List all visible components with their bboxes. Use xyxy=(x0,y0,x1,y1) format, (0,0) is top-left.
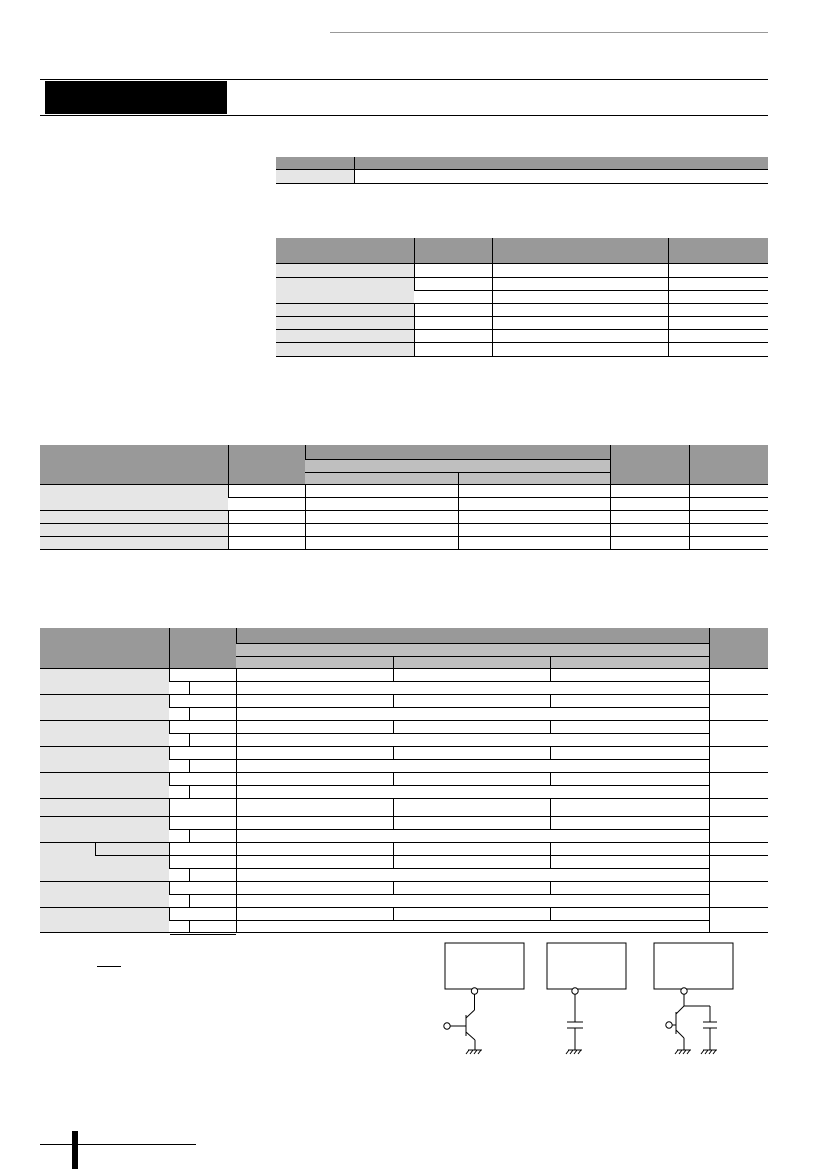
table-cell xyxy=(393,843,550,856)
table-cell xyxy=(458,498,610,511)
table-cell xyxy=(169,695,236,708)
table-cell xyxy=(550,747,709,760)
table-cell xyxy=(189,786,236,799)
table-cell xyxy=(236,869,709,882)
table-cell xyxy=(169,734,189,747)
table-cell xyxy=(668,291,768,304)
table-cell xyxy=(610,524,689,537)
table-cell xyxy=(236,734,709,747)
table-cell xyxy=(305,511,458,524)
table-cell xyxy=(40,537,228,550)
table-cell xyxy=(550,773,709,786)
table-cell xyxy=(550,669,709,682)
table-cell xyxy=(228,485,305,498)
table-cell xyxy=(709,773,768,799)
table-row xyxy=(40,511,768,524)
table-cell xyxy=(169,843,236,856)
note-rule xyxy=(170,934,236,935)
table-cell xyxy=(393,882,550,895)
table-cell xyxy=(189,895,236,908)
table-cell xyxy=(709,747,768,773)
table-cell xyxy=(305,460,610,473)
table-cell xyxy=(276,170,354,184)
table-cell xyxy=(236,921,709,933)
table-cell xyxy=(354,170,768,184)
table-cell xyxy=(492,238,668,264)
table-cell xyxy=(668,264,768,278)
table-cell xyxy=(393,695,550,708)
table-cell xyxy=(709,695,768,721)
table-cell xyxy=(709,843,768,856)
table-cell xyxy=(228,445,305,485)
table-cell xyxy=(169,869,189,882)
table-cell xyxy=(393,669,550,682)
table-cell xyxy=(95,856,169,882)
table-cell xyxy=(276,343,414,357)
section-title xyxy=(45,90,53,104)
table-cell xyxy=(40,843,95,882)
table-cell xyxy=(228,537,305,550)
table-cell xyxy=(458,473,610,485)
table-cell xyxy=(189,921,236,933)
table-cell xyxy=(169,760,189,773)
table-cell xyxy=(414,291,492,304)
table-cell xyxy=(40,511,228,524)
table-cell xyxy=(40,799,169,817)
table-row xyxy=(40,669,768,682)
table-cell xyxy=(236,644,709,657)
table-cell xyxy=(668,317,768,330)
table-cell xyxy=(610,537,689,550)
table-cell xyxy=(414,317,492,330)
table-cell xyxy=(236,628,709,644)
table-row xyxy=(40,537,768,550)
table-cell xyxy=(689,498,768,511)
table-cell xyxy=(709,628,768,669)
table-cell xyxy=(393,908,550,921)
table-cell xyxy=(236,760,709,773)
table-cell xyxy=(236,773,393,786)
table-cell xyxy=(169,908,236,921)
table-cell xyxy=(40,695,169,721)
table-cell xyxy=(236,908,393,921)
spec-table-1 xyxy=(276,157,768,184)
table-cell xyxy=(305,445,610,460)
note-overline xyxy=(97,966,121,967)
table-row xyxy=(40,485,768,498)
table-row xyxy=(40,817,768,830)
table-cell xyxy=(169,682,189,695)
table-cell xyxy=(276,264,414,278)
table-cell xyxy=(189,734,236,747)
table-cell xyxy=(169,773,236,786)
table-cell xyxy=(169,708,189,721)
table-cell xyxy=(550,799,709,817)
table-row xyxy=(40,524,768,537)
table-cell xyxy=(228,524,305,537)
table-cell xyxy=(169,747,236,760)
table-cell xyxy=(236,747,393,760)
output-circuit-diagrams xyxy=(430,938,760,1063)
page-marker-bar xyxy=(72,1131,78,1169)
table-row xyxy=(276,238,768,264)
table-cell xyxy=(709,721,768,747)
circuit-3-transistor-capacitor xyxy=(654,943,733,1054)
table-cell xyxy=(458,511,610,524)
table-cell xyxy=(276,330,414,343)
table-cell xyxy=(40,445,228,485)
table-cell xyxy=(492,291,668,304)
table-cell xyxy=(305,537,458,550)
table-row xyxy=(276,330,768,343)
table-cell xyxy=(236,695,393,708)
table-cell xyxy=(276,317,414,330)
table-cell xyxy=(393,747,550,760)
table-cell xyxy=(236,843,393,856)
table-cell xyxy=(169,786,189,799)
table-cell xyxy=(40,628,169,669)
table-cell xyxy=(689,445,768,485)
table-cell xyxy=(354,157,768,170)
table-cell xyxy=(40,524,228,537)
circuit-2-capacitor xyxy=(547,943,626,1054)
table-cell xyxy=(236,682,709,695)
table-cell xyxy=(189,760,236,773)
table-cell xyxy=(276,157,354,170)
table-cell xyxy=(169,882,236,895)
table-cell xyxy=(550,695,709,708)
table-cell xyxy=(236,882,393,895)
spec-table-3 xyxy=(40,445,768,550)
table-cell xyxy=(458,524,610,537)
table-cell xyxy=(393,721,550,734)
table-cell xyxy=(689,511,768,524)
table-cell xyxy=(189,830,236,843)
table-cell xyxy=(236,830,709,843)
table-cell xyxy=(492,330,668,343)
section-title-bar xyxy=(40,79,768,116)
table-cell xyxy=(228,498,305,511)
table-cell xyxy=(709,799,768,817)
table-cell xyxy=(189,708,236,721)
table-cell xyxy=(414,304,492,317)
table-cell xyxy=(40,882,169,908)
table-cell xyxy=(169,856,236,869)
table-cell xyxy=(550,882,709,895)
table-cell xyxy=(709,882,768,908)
page-marker-rule xyxy=(40,1144,196,1145)
table-cell xyxy=(458,537,610,550)
table-cell xyxy=(689,485,768,498)
table-cell xyxy=(189,869,236,882)
table-row xyxy=(276,304,768,317)
table-row xyxy=(40,747,768,760)
table-cell xyxy=(458,485,610,498)
table-cell xyxy=(709,817,768,843)
table-cell xyxy=(169,895,189,908)
table-row xyxy=(276,264,768,278)
table-cell xyxy=(393,773,550,786)
table-row xyxy=(40,628,768,644)
table-cell xyxy=(305,498,458,511)
table-cell xyxy=(169,721,236,734)
table-cell xyxy=(305,473,458,485)
table-cell xyxy=(276,238,414,264)
table-cell xyxy=(414,330,492,343)
table-cell xyxy=(492,264,668,278)
table-cell xyxy=(40,817,169,843)
table-cell xyxy=(550,856,709,869)
table-cell xyxy=(236,895,709,908)
table-cell xyxy=(276,278,414,304)
table-row xyxy=(276,317,768,330)
table-cell xyxy=(610,485,689,498)
table-cell xyxy=(276,304,414,317)
table-cell xyxy=(414,343,492,357)
table-cell xyxy=(236,817,393,830)
table-cell xyxy=(305,485,458,498)
table-row xyxy=(40,721,768,734)
table-cell xyxy=(492,304,668,317)
table-cell xyxy=(414,238,492,264)
table-cell xyxy=(40,669,169,695)
table-row xyxy=(276,157,768,170)
table-cell xyxy=(550,908,709,921)
spec-table-2 xyxy=(276,238,768,357)
table-cell xyxy=(236,669,393,682)
circuit-1-transistor xyxy=(444,943,524,1054)
table-cell xyxy=(169,921,189,933)
table-cell xyxy=(610,498,689,511)
table-cell xyxy=(236,721,393,734)
table-cell xyxy=(492,278,668,291)
table-cell xyxy=(236,657,393,669)
table-row xyxy=(40,843,768,856)
table-cell xyxy=(228,511,305,524)
table-cell xyxy=(709,856,768,882)
table-cell xyxy=(689,537,768,550)
table-cell xyxy=(40,773,169,799)
table-cell xyxy=(40,485,228,511)
table-row xyxy=(40,908,768,921)
table-cell xyxy=(40,747,169,773)
table-cell xyxy=(393,657,550,669)
table-cell xyxy=(668,304,768,317)
table-cell xyxy=(668,343,768,357)
table-row xyxy=(40,799,768,817)
table-cell xyxy=(709,669,768,695)
table-row xyxy=(40,856,768,869)
table-cell xyxy=(189,682,236,695)
table-cell xyxy=(169,799,236,817)
table-cell xyxy=(610,511,689,524)
table-row xyxy=(276,170,768,184)
table-cell xyxy=(393,856,550,869)
table-cell xyxy=(709,908,768,933)
table-cell xyxy=(668,238,768,264)
table-cell xyxy=(550,657,709,669)
table-cell xyxy=(668,330,768,343)
table-cell xyxy=(689,524,768,537)
table-cell xyxy=(95,843,169,856)
table-row xyxy=(276,343,768,357)
table-row xyxy=(40,773,768,786)
top-rule xyxy=(330,32,768,33)
table-cell xyxy=(550,817,709,830)
table-cell xyxy=(236,708,709,721)
table-row xyxy=(40,882,768,895)
section-title-block xyxy=(45,81,227,114)
table-cell xyxy=(236,786,709,799)
table-cell xyxy=(550,843,709,856)
table-cell xyxy=(668,278,768,291)
table-row xyxy=(40,445,768,460)
table-cell xyxy=(40,721,169,747)
spec-table-4 xyxy=(40,628,768,933)
table-cell xyxy=(492,317,668,330)
table-cell xyxy=(550,721,709,734)
table-cell xyxy=(414,278,492,291)
table-cell xyxy=(414,264,492,278)
table-cell xyxy=(169,628,236,669)
table-cell xyxy=(610,445,689,485)
table-row xyxy=(40,695,768,708)
table-cell xyxy=(393,817,550,830)
table-cell xyxy=(236,856,393,869)
table-cell xyxy=(393,799,550,817)
table-cell xyxy=(169,830,189,843)
table-cell xyxy=(236,799,393,817)
table-cell xyxy=(492,343,668,357)
table-row xyxy=(276,278,768,291)
table-cell xyxy=(169,817,236,830)
table-cell xyxy=(305,524,458,537)
table-cell xyxy=(40,908,169,933)
table-cell xyxy=(169,669,236,682)
